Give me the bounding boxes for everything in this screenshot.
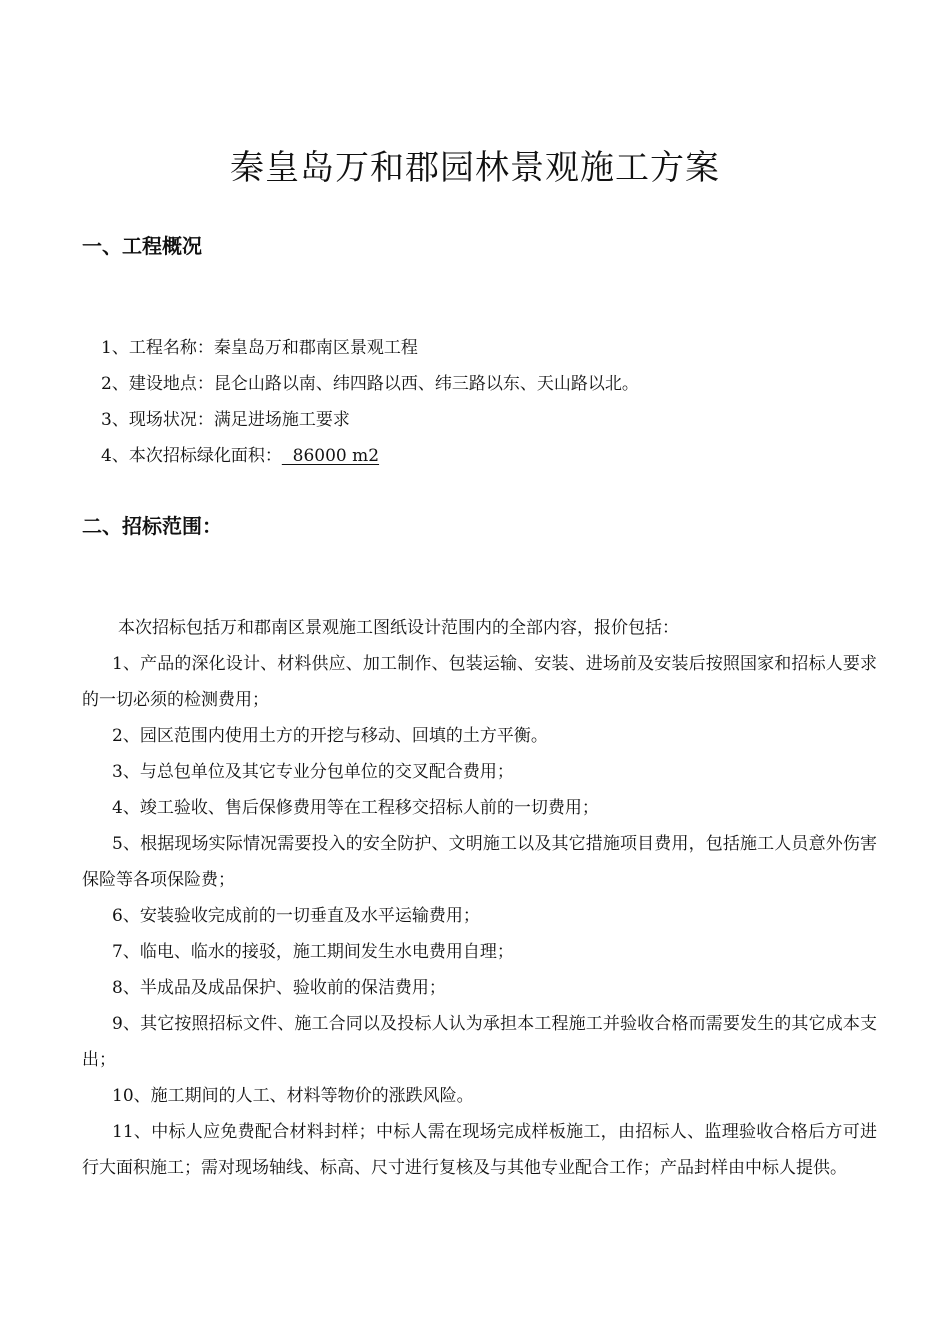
overview-item-green-area [101,438,881,474]
scope-item: 6、安装验收完成前的一切垂直及水平运输费用； [112,906,480,926]
section-heading-scope: 二、招标范围： [82,514,222,538]
scope-item: 3、与总包单位及其它专业分包单位的交叉配合费用； [112,762,514,782]
scope-item: 2、园区范围内使用土方的开挖与移动、回填的土方平衡。 [112,726,548,746]
overview-item-project-name: 1、工程名称：秦皇岛万和郡南区景观工程 [101,338,418,358]
scope-item: 9、其它按照招标文件、施工合同以及投标人认为承担本工程施工并验收合格而需要发生的其它成本支出； [82,1014,877,1070]
section-heading-overview: 一、工程概况 [82,234,202,258]
document-title: 秦皇岛万和郡园林景观施工方案 [230,148,720,188]
overview-list [101,330,881,474]
scope-item: 10、施工期间的人工、材料等物价的涨跌风险。 [112,1086,474,1106]
scope-item: 5、根据现场实际情况需要投入的安全防护、文明施工以及其它措施项目费用，包括施工人员意外伤害保险等各项保险费； [82,834,877,890]
scope-item: 4、竣工验收、售后保修费用等在工程移交招标人前的一切费用； [112,798,599,818]
overview-item-site-status: 3、现场状况：满足进场施工要求 [101,410,350,430]
scope-item: 8、半成品及成品保护、验收前的保洁费用； [112,978,446,998]
scope-item: 7、临电、临水的接驳，施工期间发生水电费用自理； [112,942,514,962]
scope-list [82,610,877,1186]
overview-item-location: 2、建设地点：昆仑山路以南、纬四路以西、纬三路以东、天山路以北。 [101,374,639,394]
green-area-label: 4、本次招标绿化面积： [101,446,282,466]
green-area-value: 86000 m2 [281,446,380,466]
scope-item: 11、中标人应免费配合材料封样；中标人需在现场完成样板施工，由招标人、监理验收合格后方可进行大面积施工；需对现场轴线、标高、尺寸进行复核及与其他专业配合工作；产品封样由中标人提供。 [82,1122,877,1178]
scope-intro: 本次招标包括万和郡南区景观施工图纸设计范围内的全部内容，报价包括： [118,618,679,638]
scope-item: 1、产品的深化设计、材料供应、加工制作、包装运输、安装、进场前及安装后按照国家和招标人要求的一切必须的检测费用； [82,654,877,710]
